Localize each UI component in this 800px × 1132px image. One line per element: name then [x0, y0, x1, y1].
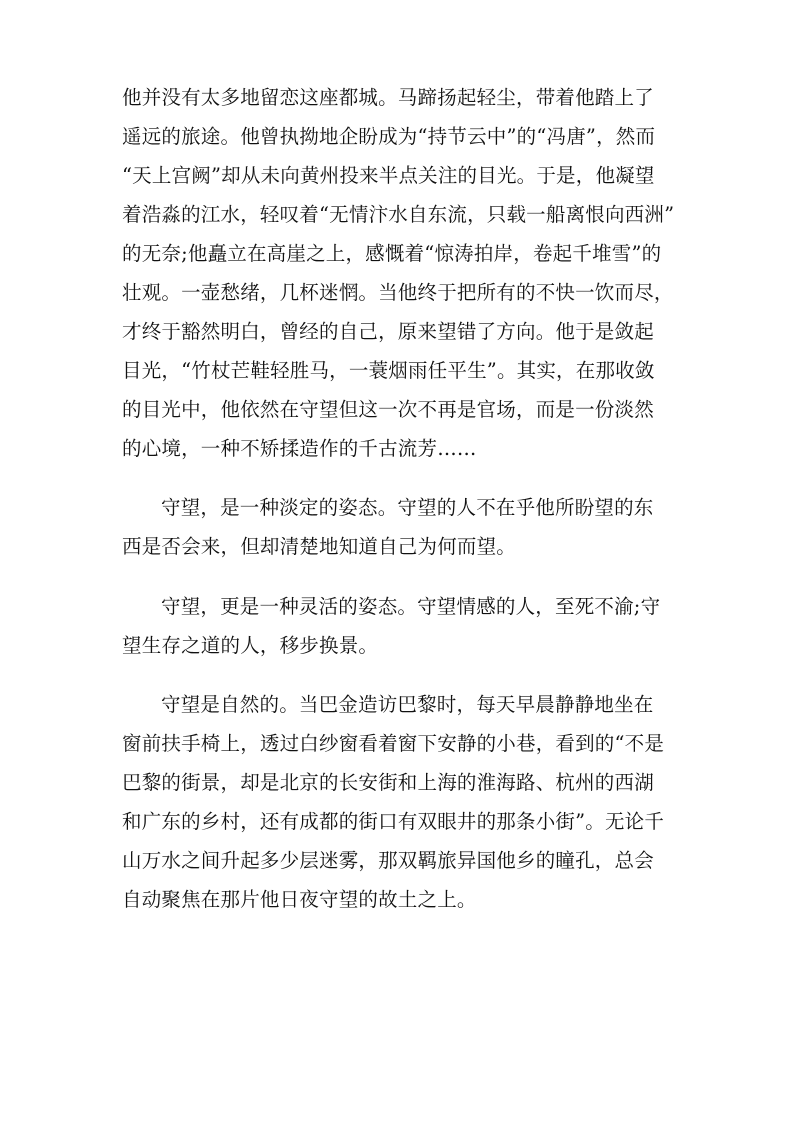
text-line: 遥远的旅途。他曾执拗地企盼成为“持节云中”的“冯唐”，然而 — [122, 125, 656, 148]
text-line: 巴黎的街景，却是北京的长安街和上海的淮海路、杭州的西湖 — [122, 771, 654, 794]
text-line: 的心境，一种不矫揉造作的千古流芳…… — [122, 437, 477, 460]
text-line: 的目光中，他依然在守望但这一次不再是官场，而是一份淡然 — [122, 398, 654, 421]
text-line: 和广东的乡村，还有成都的街口有双眼井的那条小街”。无论千 — [122, 810, 665, 833]
text-line: 的无奈;他矗立在高崖之上，感慨着“惊涛拍岸，卷起千堆雪”的 — [122, 242, 662, 265]
text-line: 望生存之道的人，移步换景。 — [122, 634, 379, 657]
text-line: 才终于豁然明白，曾经的自己，原来望错了方向。他于是敛起 — [122, 320, 654, 343]
text-line: 着浩淼的江水，轻叹着“无情汴水自东流，只载一船离恨向西洲” — [122, 203, 675, 226]
text-line: 山万水之间升起多少层迷雾，那双羁旅异国他乡的瞳孔，总会 — [122, 849, 654, 872]
text-line: 自动聚焦在那片他日夜守望的故土之上。 — [122, 888, 477, 911]
text-line: 他并没有太多地留恋这座都城。马蹄扬起轻尘，带着他踏上了 — [122, 86, 654, 109]
text-line: 窗前扶手椅上，透过白纱窗看着窗下安静的小巷，看到的“不是 — [122, 732, 665, 755]
text-line: “天上宫阙”却从未向黄州投来半点关注的目光。于是，他凝望 — [122, 164, 655, 187]
text-line: 守望是自然的。当巴金造访巴黎时，每天早晨静静地坐在 — [161, 693, 654, 716]
text-line: 壮观。一壶愁绪，几杯迷惘。当他终于把所有的不快一饮而尽， — [122, 281, 674, 304]
text-line: 守望，是一种淡定的姿态。守望的人不在乎他所盼望的东 — [161, 496, 654, 519]
text-line: 西是否会来，但却清楚地知道自己为何而望。 — [122, 535, 517, 558]
text-line: 目光，“竹杖芒鞋轻胜马，一蓑烟雨任平生”。其实，在那收敛 — [122, 359, 655, 382]
text-line: 守望，更是一种灵活的姿态。守望情感的人，至死不渝;守 — [161, 595, 661, 618]
